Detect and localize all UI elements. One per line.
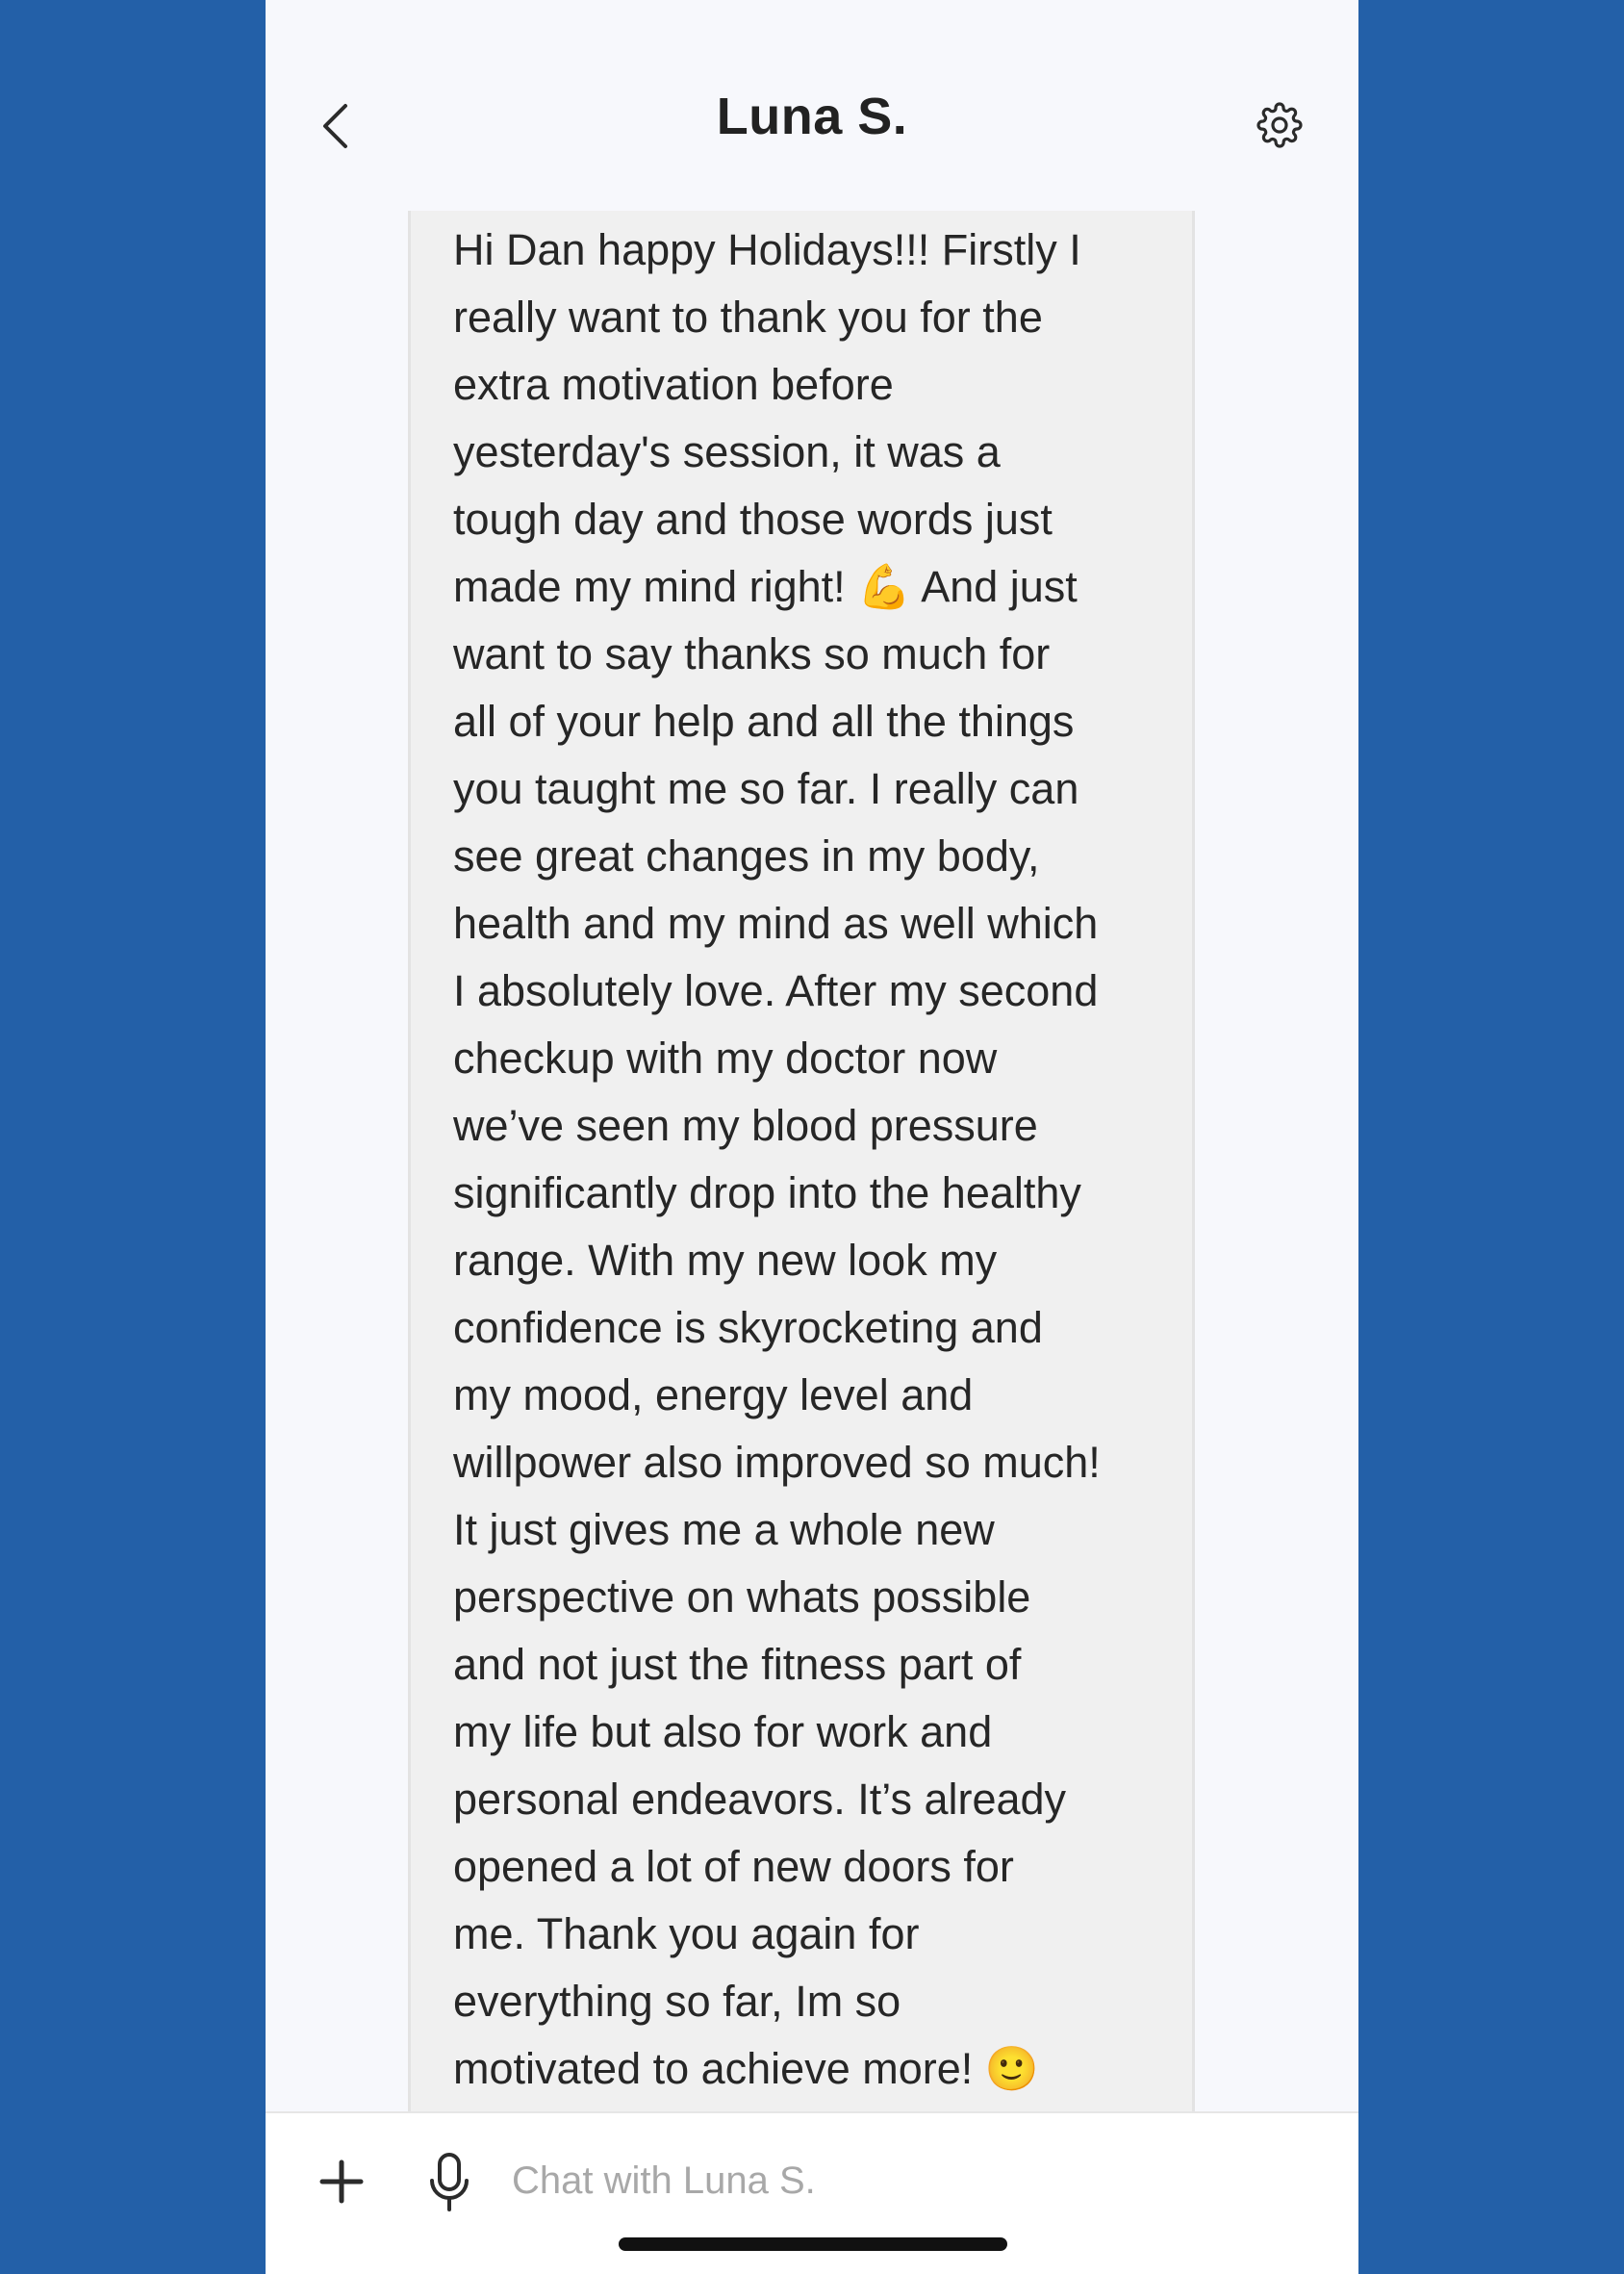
gear-icon bbox=[1256, 102, 1303, 148]
home-indicator[interactable] bbox=[619, 2237, 1007, 2251]
page-title: Luna S. bbox=[716, 88, 908, 145]
chat-input[interactable] bbox=[512, 2142, 1301, 2219]
phone-screen bbox=[266, 0, 1358, 2274]
message-bubble[interactable] bbox=[408, 211, 1195, 2155]
message-text: Hi Dan happy Holidays!!! Firstly I really want to thank you for the extra motivation before yesterday's session, it was a tough day and those words just made my mind right! 💪 And just want to say thanks so much for all of your help and all the things you taught me so far. I really can see great changes in my body, health and my mind as well which I absolutely love. After my second checkup with my doctor now we’ve seen my blood pressure significantly drop into the healthy range. With my new look my confidence is skyrocketing and my mood, energy level and willpower also improved so much! It just gives me a whole new perspective on whats possible and not just the fitness part of my life but also for work and personal endeavors. It’s already opened a lot of new doors for me. Thank you again for everything so far, Im so motivated to achieve more! 🙂 bbox=[453, 225, 1101, 2093]
message-list[interactable] bbox=[266, 207, 1358, 2112]
microphone-icon bbox=[427, 2152, 471, 2213]
voice-message-button[interactable] bbox=[427, 2152, 471, 2213]
plus-icon bbox=[317, 2158, 366, 2206]
chat-header bbox=[266, 0, 1358, 207]
add-attachment-button[interactable] bbox=[317, 2158, 366, 2206]
settings-button[interactable] bbox=[1255, 100, 1305, 150]
